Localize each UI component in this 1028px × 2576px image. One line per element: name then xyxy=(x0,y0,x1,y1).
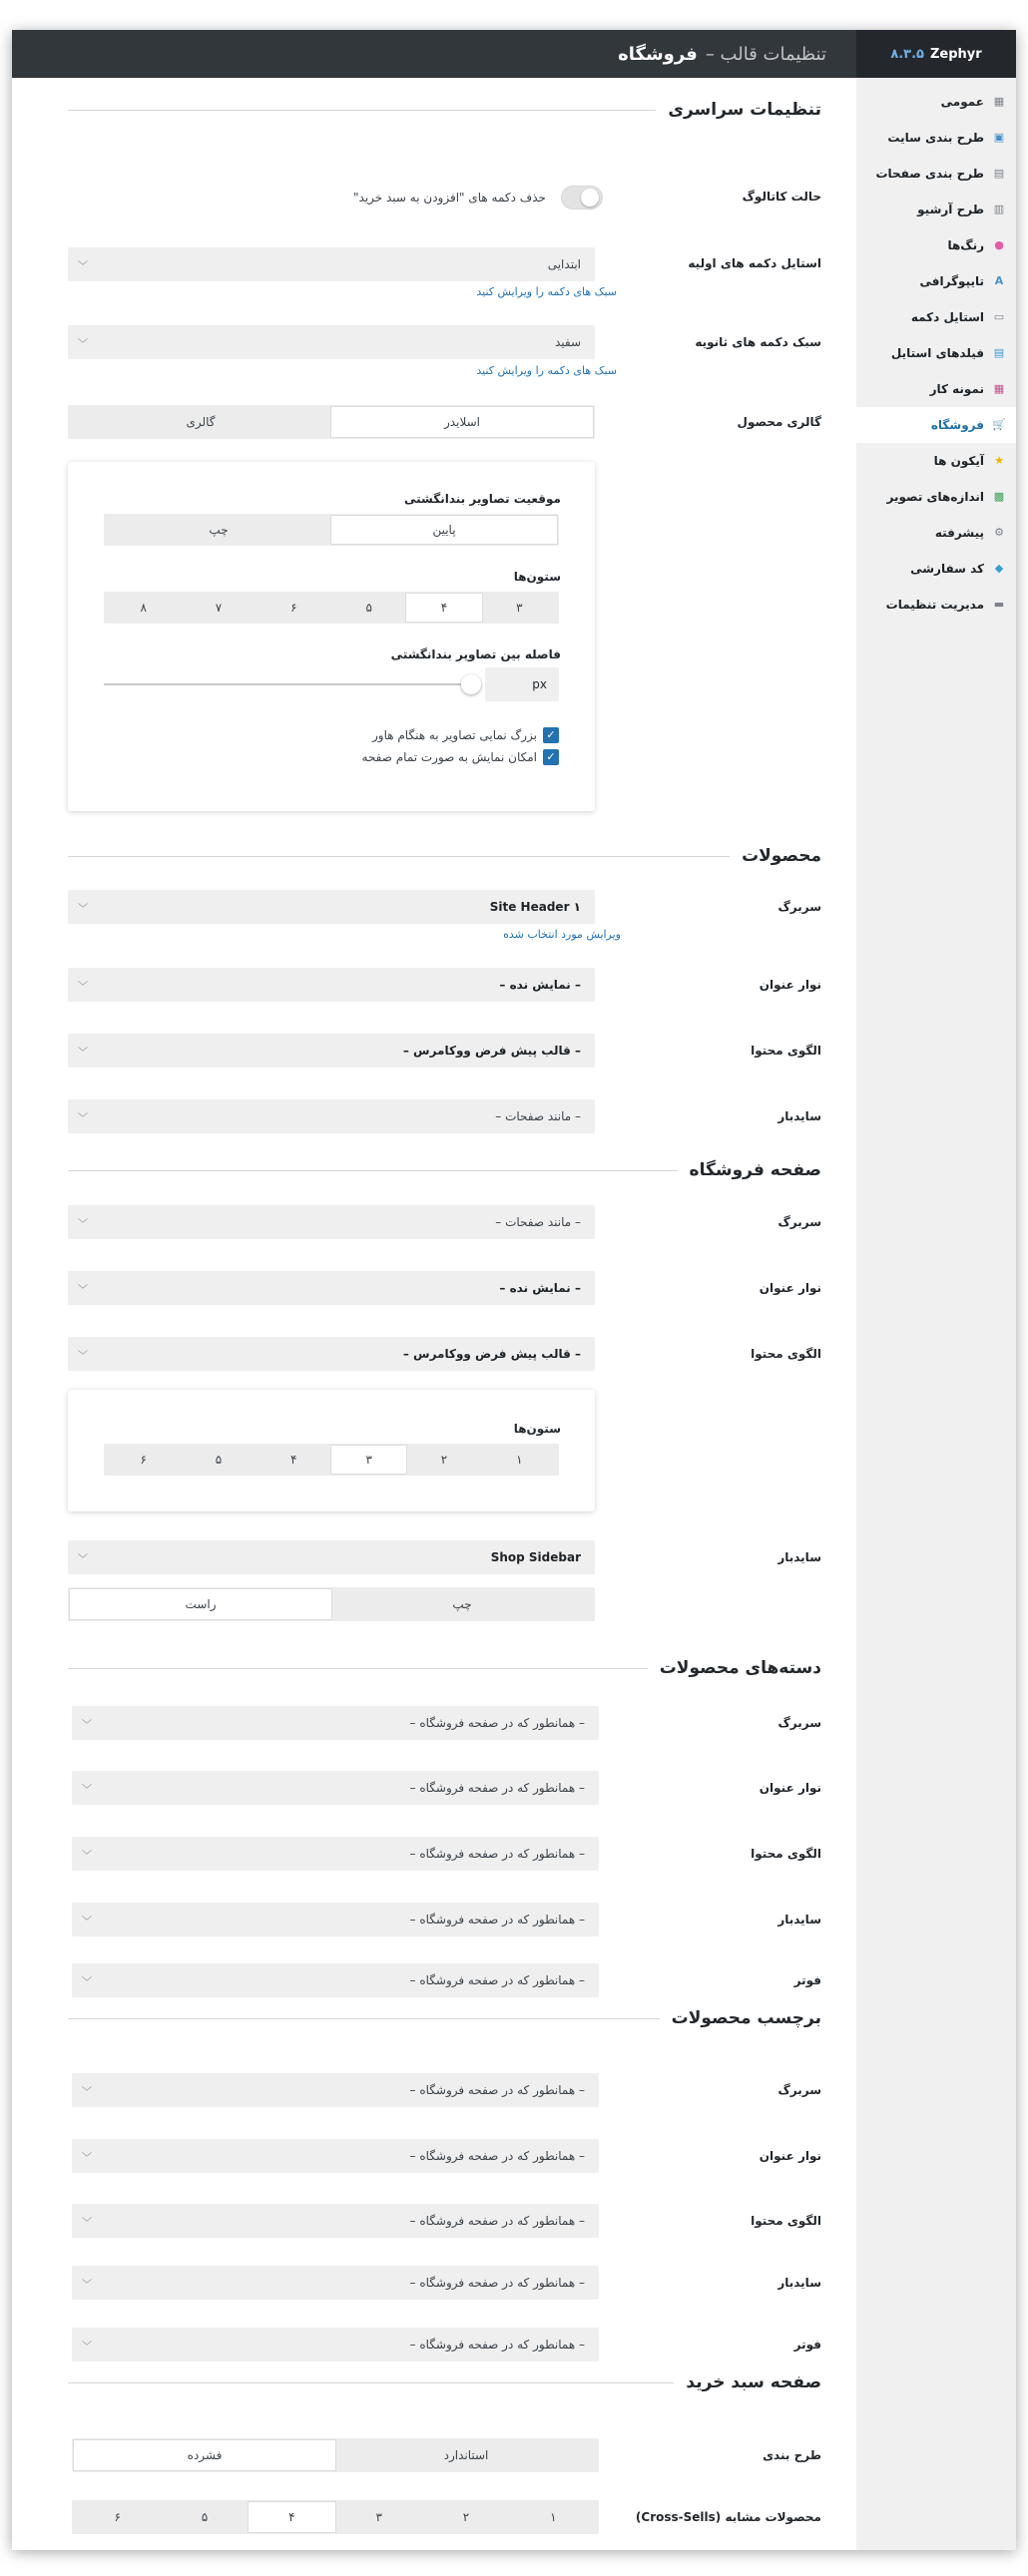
chevron-down-icon: ﹀ xyxy=(82,1976,92,1988)
shop-columns-toggle xyxy=(104,1444,559,1476)
primary-buttons-label: استایل دکمه های اولیه xyxy=(688,256,821,270)
sidebar-item-star[interactable] xyxy=(856,443,1016,479)
edit-primary-buttons-link[interactable]: سبک های دکمه را ویرایش کنید xyxy=(476,285,617,298)
chevron-down-icon: ﹀ xyxy=(82,2217,92,2229)
gallery-option-slider[interactable]: اسلایدر xyxy=(331,407,593,437)
select-value: سفید xyxy=(554,335,581,349)
products-content-select[interactable] xyxy=(68,1034,595,1068)
page-layout-icon: ▤ xyxy=(993,167,1005,180)
chevron-down-icon: ﹀ xyxy=(82,1850,92,1862)
form-fields-icon: ▤ xyxy=(993,346,1005,359)
section-cart xyxy=(68,2372,821,2392)
chevron-down-icon: ﹀ xyxy=(82,2279,92,2291)
column-option[interactable]: ۶ xyxy=(114,2510,121,2524)
chevron-down-icon: ﹀ xyxy=(82,2152,92,2164)
products-header-select[interactable] xyxy=(68,890,595,924)
chevron-down-icon: ﹀ xyxy=(82,2341,92,2353)
column-option[interactable]: ۵ xyxy=(215,1453,223,1467)
primary-buttons-select[interactable] xyxy=(68,247,595,281)
edit-selected-header-link[interactable]: ویرایش مورد انتخاب شده xyxy=(503,928,621,941)
sidebar-item-label: رنگ‌ها xyxy=(947,238,984,252)
chevron-down-icon: ﹀ xyxy=(82,1784,92,1796)
products-content-label: الگوی محتوا xyxy=(751,1044,821,1058)
column-option[interactable]: ۲ xyxy=(462,2510,470,2524)
sidebar-item-label: نمونه کار xyxy=(929,382,984,396)
categories-header-select[interactable] xyxy=(72,1706,599,1740)
tags-header-label: سربرگ xyxy=(777,2083,821,2097)
select-value: – همانطور که در صفحه فروشگاه – xyxy=(409,2083,585,2097)
sidebar-item-archive[interactable] xyxy=(856,192,1016,227)
sidebar-item-button-style[interactable] xyxy=(856,299,1016,335)
star-icon: ★ xyxy=(994,454,1004,467)
tags-content-select[interactable] xyxy=(72,2204,599,2238)
sidebar-item-label: مدیریت تنظیمات xyxy=(885,598,984,612)
categories-footer-select[interactable] xyxy=(72,1963,599,1997)
sidebar-item-label: کد سفارشی xyxy=(910,562,984,576)
column-option[interactable]: ۴ xyxy=(290,1453,297,1467)
categories-titlebar-select[interactable] xyxy=(72,1771,599,1805)
sidebar-item-typography[interactable] xyxy=(856,263,1016,299)
sidebar-side-left[interactable]: چپ xyxy=(452,1597,472,1611)
select-value: ابتدایی xyxy=(547,257,581,271)
calendar-icon: ▦ xyxy=(993,95,1005,108)
sidebar-item-label: تایپوگرافی xyxy=(919,274,984,288)
tags-sidebar-label: سایدبار xyxy=(777,2276,821,2290)
shop-sidebar-side-toggle xyxy=(68,1587,595,1621)
products-titlebar-label: نوار عنوان xyxy=(759,978,821,992)
chevron-down-icon: ﹀ xyxy=(82,1916,92,1928)
thumb-position-bottom[interactable]: پایین xyxy=(331,516,557,544)
column-option[interactable]: ۴ xyxy=(249,2502,335,2532)
shop-columns-label: ستون‌ها xyxy=(513,1422,561,1436)
thumb-gap-slider xyxy=(104,667,559,701)
shop-header-label: سربرگ xyxy=(777,1215,821,1229)
select-value: – نمایش نده – xyxy=(499,978,581,992)
chevron-down-icon: ﹀ xyxy=(78,981,88,993)
sidebar-item-label: عمومی xyxy=(940,95,984,109)
thumb-gap-input[interactable] xyxy=(485,667,559,701)
select-value: – همانطور که در صفحه فروشگاه – xyxy=(409,1847,585,1861)
sidebar-nav xyxy=(856,78,1016,2550)
products-header-label: سربرگ xyxy=(777,900,821,914)
gallery-options-panel xyxy=(68,462,595,811)
shop-titlebar-select[interactable] xyxy=(68,1271,595,1305)
sidebar-item-label: فروشگاه xyxy=(930,418,984,432)
page-title xyxy=(618,30,826,78)
thumb-position-label: موقعیت تصاویر بندانگشتی xyxy=(404,492,561,506)
app-name: Zephyr xyxy=(930,46,982,62)
thumb-gap-label: فاصله بین تصاویر بندانگشتی xyxy=(390,647,561,661)
select-value: – همانطور که در صفحه فروشگاه – xyxy=(409,1973,585,1987)
section-tags xyxy=(68,2008,821,2028)
database-icon: ▬ xyxy=(993,598,1005,611)
checkbox-label: بزرگ نمایی تصاویر به هنگام هاور xyxy=(371,728,537,742)
fullscreen-checkbox[interactable] xyxy=(361,749,559,765)
select-value: – مانند صفحات – xyxy=(495,1109,581,1123)
section-title: محصولات xyxy=(742,846,821,866)
shop-sidebar-label: سایدبار xyxy=(777,1550,821,1564)
shop-columns-panel xyxy=(68,1390,595,1511)
select-value: – همانطور که در صفحه فروشگاه – xyxy=(409,2214,585,2228)
hover-zoom-checkbox[interactable] xyxy=(372,727,559,743)
column-option[interactable]: ۶ xyxy=(290,601,297,615)
sidebar-side-right[interactable]: راست xyxy=(70,1589,331,1619)
checkbox-label: امکان نمایش به صورت تمام صفحه xyxy=(361,750,537,764)
checkmark-icon: ✓ xyxy=(543,749,559,765)
section-title: صفحه سبد خرید xyxy=(686,2372,821,2392)
chevron-down-icon: ﹀ xyxy=(78,1350,88,1362)
chevron-down-icon: ﹀ xyxy=(82,2086,92,2098)
product-gallery-toggle xyxy=(68,405,595,439)
column-option[interactable]: ۳ xyxy=(331,1446,406,1474)
products-sidebar-select[interactable] xyxy=(68,1099,595,1133)
select-value: – همانطور که در صفحه فروشگاه – xyxy=(409,2149,585,2163)
tags-footer-select[interactable] xyxy=(72,2328,599,2361)
column-option[interactable]: ۷ xyxy=(215,601,223,615)
shop-sidebar-select[interactable] xyxy=(68,1540,595,1574)
categories-sidebar-select[interactable] xyxy=(72,1903,599,1936)
column-option[interactable]: ۱ xyxy=(550,2510,557,2524)
categories-content-select[interactable] xyxy=(72,1837,599,1871)
column-option[interactable]: ۴ xyxy=(406,594,481,622)
categories-sidebar-label: سایدبار xyxy=(777,1913,821,1927)
sidebar-item-label: طرح بندی سایت xyxy=(887,131,984,145)
select-value: – همانطور که در صفحه فروشگاه – xyxy=(409,1781,585,1795)
sidebar-item-image[interactable] xyxy=(856,479,1016,515)
code-icon: ◆ xyxy=(994,562,1004,575)
sidebar-item-layout[interactable] xyxy=(856,120,1016,156)
section-global xyxy=(68,100,821,120)
select-value: – همانطور که در صفحه فروشگاه – xyxy=(409,1913,585,1927)
button-style-icon: ▭ xyxy=(993,310,1005,323)
customizer-window xyxy=(12,30,1016,2550)
tags-sidebar-select[interactable] xyxy=(72,2266,599,2300)
chevron-down-icon: ﹀ xyxy=(78,1553,88,1565)
sidebar-item-label: طرح بندی صفحات xyxy=(875,167,984,181)
column-option[interactable]: ۵ xyxy=(201,2510,209,2524)
select-value: Site Header ۱ xyxy=(489,900,581,914)
catalog-mode-toggle[interactable] xyxy=(561,186,603,210)
select-value: – نمایش نده – xyxy=(499,1281,581,1295)
edit-secondary-buttons-link[interactable]: سبک های دکمه را ویرایش کنید xyxy=(476,364,617,377)
cart-layout-standard[interactable]: استاندارد xyxy=(443,2448,489,2462)
select-value: Shop Sidebar xyxy=(490,1550,581,1564)
shop-titlebar-label: نوار عنوان xyxy=(759,1281,821,1295)
column-option[interactable]: ۵ xyxy=(365,601,372,615)
slider-handle[interactable] xyxy=(461,674,481,694)
layout-icon: ▣ xyxy=(993,131,1005,144)
section-title: صفحه فروشگاه xyxy=(689,1160,821,1180)
secondary-buttons-select[interactable] xyxy=(68,325,595,359)
chevron-down-icon: ﹀ xyxy=(78,260,88,272)
gear-icon: ⚙ xyxy=(994,526,1004,539)
sidebar-item-label: فیلدهای استایل xyxy=(890,346,984,360)
palette-icon: ● xyxy=(994,238,1004,251)
select-value: – همانطور که در صفحه فروشگاه – xyxy=(409,2338,585,2352)
sidebar-item-database[interactable] xyxy=(856,587,1016,623)
brand xyxy=(856,30,1016,78)
portfolio-icon: ▦ xyxy=(993,382,1005,395)
select-value: – همانطور که در صفحه فروشگاه – xyxy=(409,1716,585,1730)
chevron-down-icon: ﹀ xyxy=(78,1112,88,1124)
gallery-columns-toggle xyxy=(104,592,559,624)
catalog-mode-description: حذف دکمه های "افزودن به سبد خرید" xyxy=(353,191,546,205)
sidebar-item-form-fields[interactable] xyxy=(856,335,1016,371)
section-shop xyxy=(68,1160,821,1180)
image-icon: ▩ xyxy=(993,490,1005,503)
column-option[interactable]: ۱ xyxy=(516,1453,523,1467)
sidebar-item-label: آیکون ها xyxy=(933,454,984,468)
section-title: دسته‌های محصولات xyxy=(659,1658,821,1678)
chevron-down-icon: ﹀ xyxy=(82,1719,92,1731)
slider-track xyxy=(104,683,473,685)
archive-icon: ▥ xyxy=(993,203,1005,215)
tags-footer-label: فوتر xyxy=(793,2338,821,2352)
secondary-buttons-label: سبک دکمه های ثانویه xyxy=(695,335,821,349)
select-value: – قالب پیش فرض ووکامرس – xyxy=(402,1044,581,1058)
gallery-columns-label: ستون‌ها xyxy=(513,570,561,584)
section-products xyxy=(68,846,821,866)
cart-icon: 🛒 xyxy=(992,418,1006,431)
shop-content-select[interactable] xyxy=(68,1337,595,1371)
sidebar-item-page-layout[interactable] xyxy=(856,156,1016,192)
chevron-down-icon: ﹀ xyxy=(78,338,88,350)
divider xyxy=(68,1170,678,1171)
app-version: ۸.۳.۵ xyxy=(890,46,924,62)
divider xyxy=(68,2382,674,2383)
page-title-prefix: تنظیمات قالب – xyxy=(705,43,826,65)
crosssells-columns-toggle xyxy=(72,2500,599,2534)
catalog-mode-label: حالت کاتالوگ xyxy=(742,190,821,204)
thumb-gap-unit: px xyxy=(532,677,547,691)
cart-layout-toggle xyxy=(72,2438,599,2472)
select-value: – مانند صفحات – xyxy=(495,1215,581,1229)
categories-header-label: سربرگ xyxy=(777,1716,821,1730)
checkmark-icon: ✓ xyxy=(543,727,559,743)
top-bar xyxy=(12,30,1016,78)
typography-icon: A xyxy=(994,274,1004,287)
page-title-current: فروشگاه xyxy=(618,43,698,65)
sidebar-item-portfolio[interactable] xyxy=(856,371,1016,407)
cart-layout-compact[interactable]: فشرده xyxy=(74,2440,335,2470)
column-option[interactable]: ۶ xyxy=(140,1453,147,1467)
tags-titlebar-label: نوار عنوان xyxy=(759,2149,821,2163)
column-option[interactable]: ۳ xyxy=(375,2510,382,2524)
shop-content-label: الگوی محتوا xyxy=(751,1347,821,1361)
section-categories xyxy=(68,1658,821,1678)
select-value: – همانطور که در صفحه فروشگاه – xyxy=(409,2276,585,2290)
divider xyxy=(68,110,656,111)
cart-layout-label: طرح بندی xyxy=(763,2448,821,2462)
divider xyxy=(68,1668,648,1669)
tags-content-label: الگوی محتوا xyxy=(751,2214,821,2228)
categories-titlebar-label: نوار عنوان xyxy=(759,1781,821,1795)
sidebar-item-cart[interactable] xyxy=(856,407,1016,443)
divider xyxy=(68,856,730,857)
toggle-knob xyxy=(581,189,599,207)
crosssells-label: محصولات مشابه (Cross-Sells) xyxy=(635,2510,821,2524)
select-value: – قالب پیش فرض ووکامرس – xyxy=(402,1347,581,1361)
column-option[interactable]: ۲ xyxy=(440,1453,448,1467)
chevron-down-icon: ﹀ xyxy=(78,1284,88,1296)
sidebar-item-label: طرح آرشیو xyxy=(917,203,984,216)
thumb-position-toggle xyxy=(104,514,559,546)
tags-header-select[interactable] xyxy=(72,2073,599,2107)
chevron-down-icon: ﹀ xyxy=(78,903,88,915)
section-title: تنظیمات سراسری xyxy=(668,100,821,120)
sidebar-item-label: استایل دکمه xyxy=(910,310,984,324)
sidebar-item-gear[interactable] xyxy=(856,515,1016,551)
thumb-position-left[interactable]: چپ xyxy=(209,523,229,537)
sidebar-item-label: پیشرفته xyxy=(934,526,984,540)
products-titlebar-select[interactable] xyxy=(68,968,595,1002)
sidebar-item-calendar[interactable] xyxy=(856,84,1016,120)
sidebar-item-label: اندازه‌های تصویر xyxy=(886,490,984,504)
sidebar-item-palette[interactable] xyxy=(856,227,1016,263)
shop-header-select[interactable] xyxy=(68,1205,595,1239)
settings-panel xyxy=(12,78,856,2550)
tags-titlebar-select[interactable] xyxy=(72,2139,599,2173)
gallery-option-gallery[interactable]: گالری xyxy=(186,415,216,429)
products-sidebar-label: سایدبار xyxy=(777,1109,821,1123)
column-option[interactable]: ۸ xyxy=(140,601,147,615)
sidebar-item-code[interactable] xyxy=(856,551,1016,587)
chevron-down-icon: ﹀ xyxy=(78,1218,88,1230)
divider xyxy=(68,2018,660,2019)
section-title: برچسب محصولات xyxy=(671,2008,821,2028)
categories-content-label: الگوی محتوا xyxy=(751,1847,821,1861)
column-option[interactable]: ۳ xyxy=(516,601,523,615)
categories-footer-label: فوتر xyxy=(793,1973,821,1987)
chevron-down-icon: ﹀ xyxy=(78,1047,88,1059)
product-gallery-label: گالری محصول xyxy=(737,415,821,429)
